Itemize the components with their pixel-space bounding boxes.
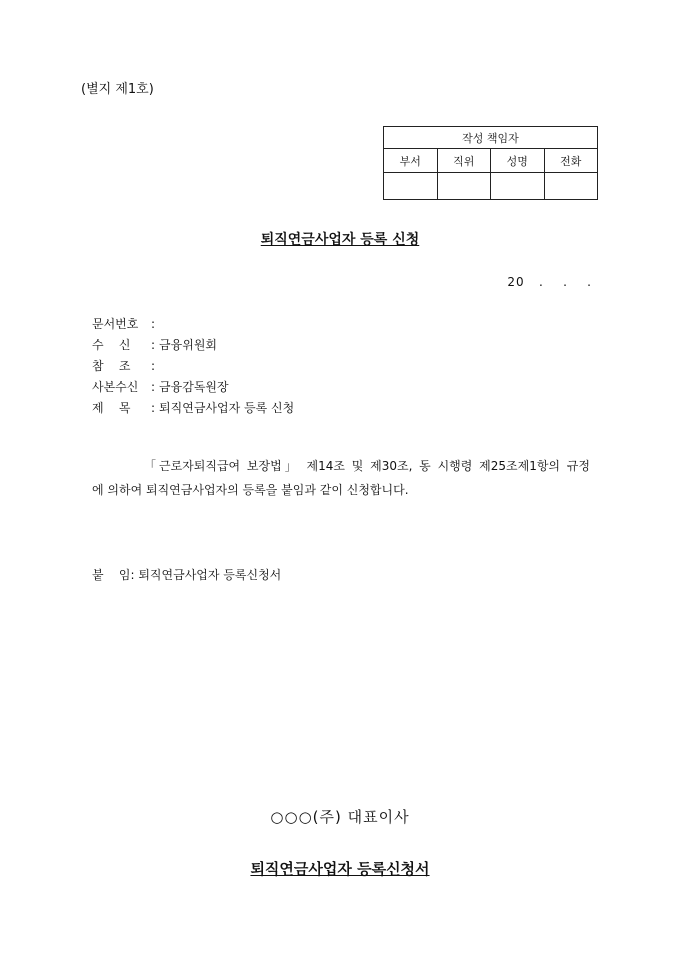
field-label: 사본수신 <box>92 380 139 394</box>
attachment-value: 퇴직연금사업자 등록신청서 <box>138 568 282 582</box>
field-value: 금융위원회 <box>159 338 218 352</box>
header-fields <box>92 314 294 419</box>
field-label: 문서번호 <box>92 317 139 331</box>
field-subject <box>92 398 294 419</box>
field-separator: : <box>151 317 156 331</box>
body-paragraph <box>92 454 590 502</box>
attachment-title: 퇴직연금사업자 등록신청서 <box>250 860 430 878</box>
field-reference <box>92 356 294 377</box>
field-value: 금융감독원장 <box>159 380 229 394</box>
field-recipient <box>92 335 294 356</box>
form-number: (별지 제1호) <box>81 82 154 97</box>
body-line-1: 「근로자퇴직급여 보장법」 제14조 및 제30조, 동 시행령 제25조제1항의 규정 <box>144 459 590 473</box>
responsible-person-table <box>383 126 598 200</box>
field-document-number <box>92 314 294 335</box>
body-line-2: 에 의하여 퇴직연금사업자의 등록을 붙임과 같이 신청합니다. <box>92 483 409 497</box>
column-name: 성명 <box>491 149 545 173</box>
cell-position[interactable] <box>437 173 491 200</box>
cell-name[interactable] <box>491 173 545 200</box>
field-separator: : <box>151 380 156 394</box>
field-label: 참 조 <box>92 359 131 373</box>
responsible-header: 작성 책임자 <box>384 127 598 149</box>
field-separator: : <box>151 338 156 352</box>
attachment-line <box>92 566 281 583</box>
field-separator: : <box>151 401 156 415</box>
field-separator: : <box>151 359 156 373</box>
field-label: 제 목 <box>92 401 131 415</box>
field-copy-recipient <box>92 377 294 398</box>
field-value: 퇴직연금사업자 등록 신청 <box>159 401 295 415</box>
column-position: 직위 <box>437 149 491 173</box>
column-phone: 전화 <box>544 149 598 173</box>
cell-phone[interactable] <box>544 173 598 200</box>
document-title: 퇴직연금사업자 등록 신청 <box>260 232 420 248</box>
document-date: 20 . . . <box>507 275 592 289</box>
representative-signature: ○○○(주) 대표이사 <box>270 808 410 826</box>
attachment-label: 붙 임: <box>92 568 135 582</box>
cell-department[interactable] <box>384 173 438 200</box>
field-label: 수 신 <box>92 338 131 352</box>
column-department: 부서 <box>384 149 438 173</box>
